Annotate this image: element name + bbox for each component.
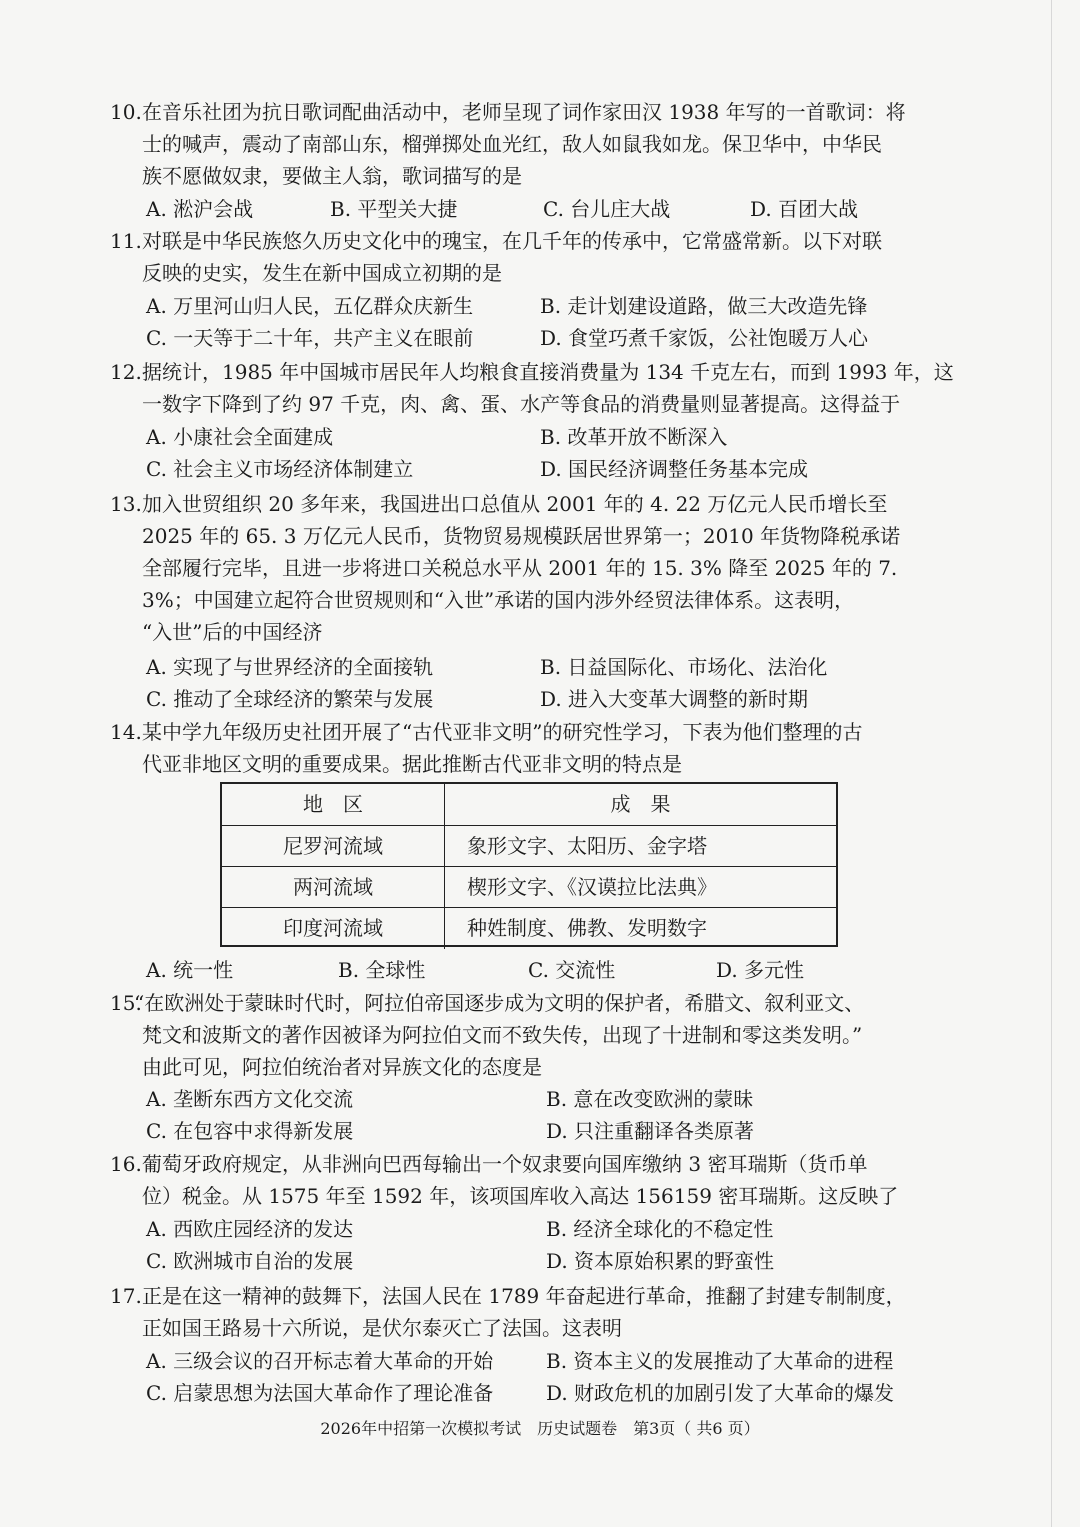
table-row	[222, 825, 836, 867]
option-c: C. 交流性	[528, 958, 616, 982]
question-number: 16.	[110, 1152, 142, 1176]
table-cell-achievement: 象形文字、太阳历、金字塔	[444, 826, 836, 867]
question-text-line: 由此可见，阿拉伯统治者对异族文化的态度是	[142, 1055, 542, 1079]
option-a: A. 三级会议的召开标志着大革命的开始	[146, 1349, 494, 1373]
option-d: D. 财政危机的加剧引发了大革命的爆发	[546, 1381, 895, 1405]
option-a: A. 万里河山归人民，五亿群众庆新生	[146, 294, 474, 318]
question-text-line: 正是在这一精神的鼓舞下，法国人民在 1789 年奋起进行革命，推翻了封建专制制度，	[142, 1284, 906, 1308]
civilization-table	[220, 782, 838, 947]
question-text-line: 3%；中国建立起符合世贸规则和“入世”承诺的国内涉外经贸法律体系。这表明，	[142, 588, 855, 612]
option-c: C. 在包容中求得新发展	[146, 1119, 354, 1143]
option-a: A. 垄断东西方文化交流	[146, 1087, 354, 1111]
option-d: D. 只注重翻译各类原著	[546, 1119, 755, 1143]
question-text-line: 葡萄牙政府规定，从非洲向巴西每输出一个奴隶要向国库缴纳 3 密耳瑞斯（货币单	[142, 1152, 868, 1176]
option-d: D. 资本原始积累的野蛮性	[546, 1249, 775, 1273]
table-row	[222, 866, 836, 908]
question-text-line: 某中学九年级历史社团开展了“古代亚非文明”的研究性学习，下表为他们整理的古	[142, 720, 863, 744]
question-number: 17.	[110, 1284, 142, 1308]
table-cell-region: 尼罗河流域	[283, 834, 383, 858]
option-a: A. 淞沪会战	[146, 197, 254, 221]
paper-edge-divider	[1051, 0, 1052, 1527]
question-number: 15.	[110, 991, 142, 1015]
option-d: D. 多元性	[716, 958, 805, 982]
option-b: B. 平型关大捷	[330, 197, 458, 221]
table-cell-achievement: 楔形文字、《汉谟拉比法典》	[444, 867, 836, 908]
option-d: D. 进入大变革大调整的新时期	[540, 687, 809, 711]
option-b: B. 意在改变欧洲的蒙昧	[546, 1087, 754, 1111]
question-text-line: 位）税金。从 1575 年至 1592 年，该项国库收入高达 156159 密耳瑞斯。这反映了	[142, 1184, 899, 1208]
question-number: 12.	[110, 360, 142, 384]
question-number: 14.	[110, 720, 142, 744]
option-c: C. 推动了全球经济的繁荣与发展	[146, 687, 434, 711]
option-c: C. 启蒙思想为法国大革命作了理论准备	[146, 1381, 494, 1405]
option-b: B. 走计划建设道路，做三大改造先锋	[540, 294, 868, 318]
table-cell-achievement: 种姓制度、佛教、发明数字	[444, 908, 836, 949]
table-header-achievement: 成 果	[444, 784, 836, 825]
table-header-region: 地 区	[303, 792, 363, 816]
option-d: D. 百团大战	[750, 197, 859, 221]
option-c: C. 一天等于二十年，共产主义在眼前	[146, 326, 474, 350]
table-cell-region: 印度河流域	[283, 916, 383, 940]
option-a: A. 实现了与世界经济的全面接轨	[146, 655, 434, 679]
page-footer: 2026年中招第一次模拟考试 历史试题卷 第3页（ 共6 页）	[320, 1419, 760, 1438]
option-c: C. 台儿庄大战	[543, 197, 671, 221]
option-a: A. 小康社会全面建成	[146, 425, 334, 449]
question-text-line: 加入世贸组织 20 多年来，我国进出口总值从 2001 年的 4. 22 万亿元人民币增长至	[142, 492, 888, 516]
question-text-line: 全部履行完毕，且进一步将进口关税总水平从 2001 年的 15. 3% 降至 2025 年的 7.	[142, 556, 898, 580]
question-text-line: “在欧洲处于蒙昧时代时，阿拉伯帝国逐步成为文明的保护者，希腊文、叙利亚文、	[134, 991, 865, 1015]
question-text-line: 梵文和波斯文的著作因被译为阿拉伯文而不致失传，出现了十进制和零这类发明。”	[142, 1023, 863, 1047]
option-b: B. 改革开放不断深入	[540, 425, 728, 449]
table-cell-region: 两河流域	[293, 875, 373, 899]
option-a: A. 西欧庄园经济的发达	[146, 1217, 354, 1241]
question-text-line: 正如国王路易十六所说，是伏尔泰灭亡了法国。这表明	[142, 1316, 622, 1340]
question-number: 10.	[110, 100, 142, 124]
option-b: B. 资本主义的发展推动了大革命的进程	[546, 1349, 894, 1373]
option-d: D. 国民经济调整任务基本完成	[540, 457, 809, 481]
table-header-row	[222, 784, 836, 825]
table-row	[222, 907, 836, 949]
option-a: A. 统一性	[146, 958, 234, 982]
question-text-line: 在音乐社团为抗日歌词配曲活动中，老师呈现了词作家田汉 1938 年写的一首歌词：将	[142, 100, 906, 124]
question-text-line: 2025 年的 65. 3 万亿元人民币，货物贸易规模跃居世界第一；2010 年货物降税承诺	[142, 524, 901, 548]
question-number: 13.	[110, 492, 142, 516]
question-text-line: 反映的史实，发生在新中国成立初期的是	[142, 261, 502, 285]
option-c: C. 欧洲城市自治的发展	[146, 1249, 354, 1273]
option-d: D. 食堂巧煮千家饭，公社饱暖万人心	[540, 326, 869, 350]
question-text-line: 士的喊声，震动了南部山东，榴弹掷处血光红，敌人如鼠我如龙。保卫华中，中华民	[142, 132, 882, 156]
question-text-line: 代亚非地区文明的重要成果。据此推断古代亚非文明的特点是	[142, 752, 682, 776]
question-text-line: 一数字下降到了约 97 千克，肉、禽、蛋、水产等食品的消费量则显著提高。这得益于	[142, 392, 901, 416]
option-b: B. 经济全球化的不稳定性	[546, 1217, 774, 1241]
option-b: B. 全球性	[338, 958, 426, 982]
question-text-line: 对联是中华民族悠久历史文化中的瑰宝，在几千年的传承中，它常盛常新。以下对联	[142, 229, 882, 253]
question-number: 11.	[110, 229, 142, 253]
question-text-line: 据统计，1985 年中国城市居民年人均粮食直接消费量为 134 千克左右，而到 1993 年，这	[142, 360, 954, 384]
option-b: B. 日益国际化、市场化、法治化	[540, 655, 828, 679]
question-text-line: 族不愿做奴隶，要做主人翁，歌词描写的是	[142, 164, 522, 188]
question-text-line: “入世”后的中国经济	[142, 620, 323, 644]
option-c: C. 社会主义市场经济体制建立	[146, 457, 414, 481]
